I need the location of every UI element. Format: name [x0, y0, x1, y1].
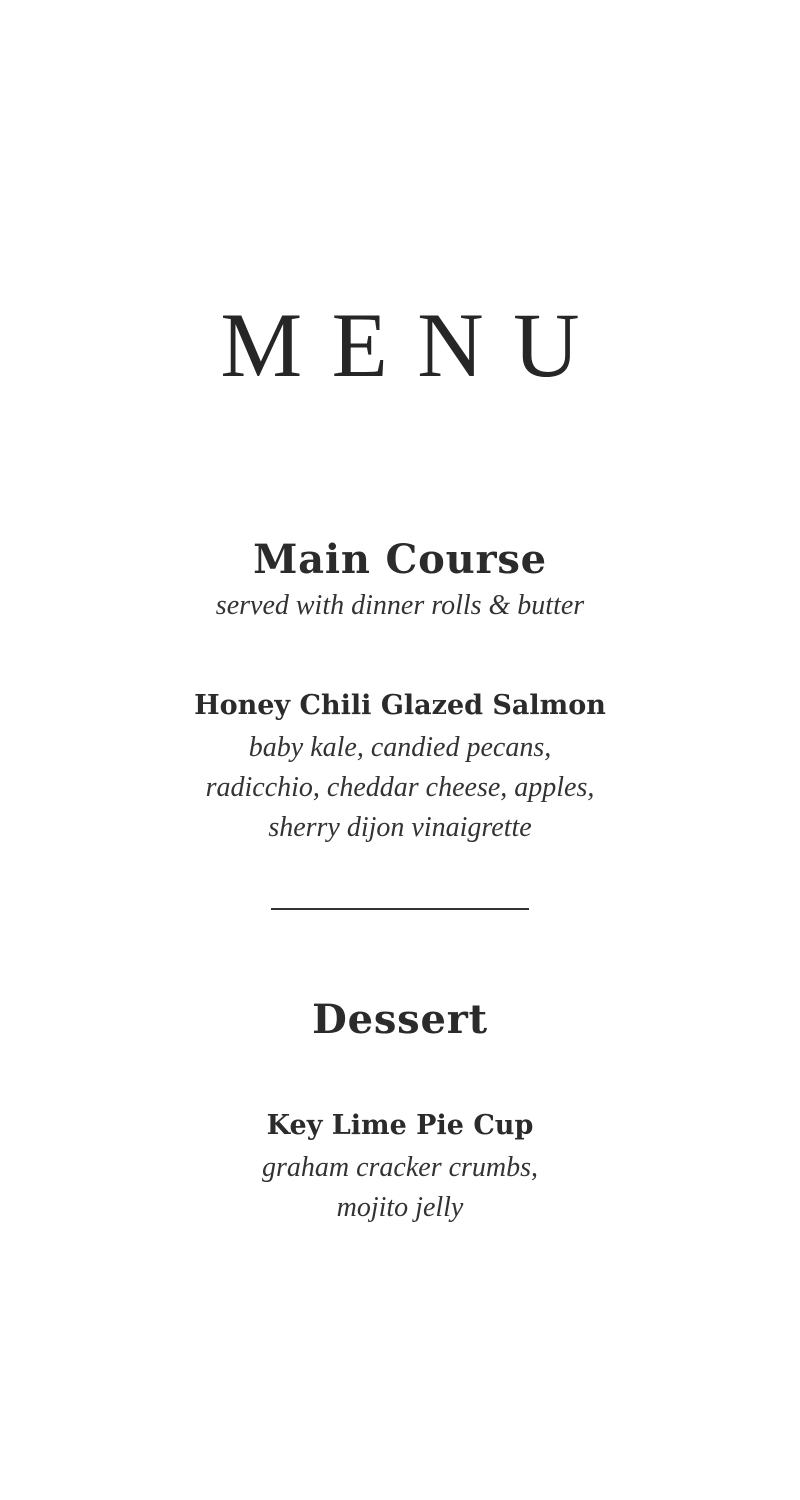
description-line: baby kale, candied pecans,	[248, 732, 552, 763]
section-note: served with dinner rolls & butter	[215, 590, 585, 621]
section-divider	[271, 908, 529, 910]
section-heading-dessert: Dessert	[312, 996, 488, 1043]
section-heading-main-course: Main Course	[253, 536, 547, 583]
menu-item-name: Key Lime Pie Cup	[266, 1110, 534, 1141]
menu-title: MENU	[220, 294, 610, 396]
menu-item-description	[0, 1148, 800, 1228]
menu-item-name: Honey Chili Glazed Salmon	[194, 690, 606, 721]
description-line: sherry dijon vinaigrette	[268, 812, 532, 843]
description-line: mojito jelly	[336, 1192, 464, 1223]
description-line: radicchio, cheddar cheese, apples,	[205, 772, 595, 803]
menu-item-description	[0, 728, 800, 848]
description-line: graham cracker crumbs,	[261, 1152, 539, 1183]
